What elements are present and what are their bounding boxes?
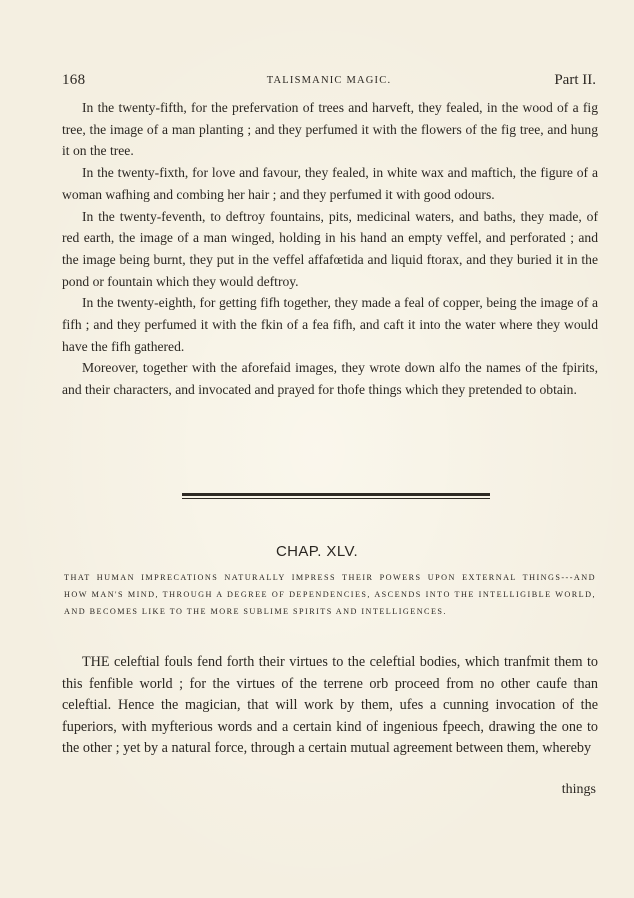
paragraph: Moreover, together with the aforefaid images, they wrote down alfo the names of the fpirits, and their characters, and invocated and prayed for thofe things which they pretended to obtain. [62, 360, 598, 398]
divider-thick-rule [182, 493, 490, 496]
paragraph: In the twenty-fixth, for love and favour, they fealed, in white wax and maftich, the figure of a woman wafhing and combing her hair ; and they perfumed it with good odours. [62, 165, 598, 202]
divider-thin-rule [182, 498, 490, 499]
page-number: 168 [62, 72, 86, 88]
paragraph: In the twenty-eighth, for getting fifh together, they made a feal of copper, being the image of a fifh ; and they perfumed it with the fkin of a fea fifh, and caft it into the water where they would have the fifh gathered. [62, 295, 598, 354]
preceding-text [62, 97, 598, 401]
chapter-paragraph: THE celeftial fouls fend forth their virtues to the celeftial bodies, which tranfmit them to this fenfible world ; for the virtues of the terrene orb proceed from no other caufe than celeftial. Hence the magician, that will work by them, ufes a cunning invocation of the fuperiors, with myfterious words and a certain kind of ingenious fpeech, drawing the one to the other ; yet by a natural force, through a certain mutual agreement between them, whereby [62, 654, 598, 757]
section-divider [182, 493, 490, 499]
running-title: TALISMANIC MAGIC. [266, 75, 392, 86]
chapter-body [62, 652, 598, 760]
part-label: Part II. [554, 72, 596, 88]
catchword: things [561, 782, 596, 797]
chapter-title: CHAP. XLV. [275, 543, 359, 560]
paragraph: In the twenty-feventh, to deftroy fountains, pits, medicinal waters, and baths, they made, of red earth, the image of a man winged, holding in his hand an empty veffel, and perforated ; and the image being burnt, they put in the veffel affafœtida and liquid ftorax, and they buried it in the pond or fountain which they would deftroy. [62, 208, 598, 289]
paragraph: In the twenty-fifth, for the prefervation of trees and harveft, they fealed, in the wood of a fig tree, the image of a man planting ; and they perfumed it with the flowers of the fig tree, and hung it on the tree. [62, 100, 598, 159]
chapter-summary: THAT HUMAN IMPRECATIONS NATURALLY IMPRESS THEIR POWERS UPON EXTERNAL THINGS---AND HOW MAN'S MIND, THROUGH A DEGREE OF DEPENDENCIES, ASCENDS INTO THE INTELLIGIBLE WORLD, AND BECOMES LIKE TO THE MORE SUBLIME SPIRITS AND INTELLIGENCES. [64, 573, 596, 617]
running-head [62, 72, 596, 92]
